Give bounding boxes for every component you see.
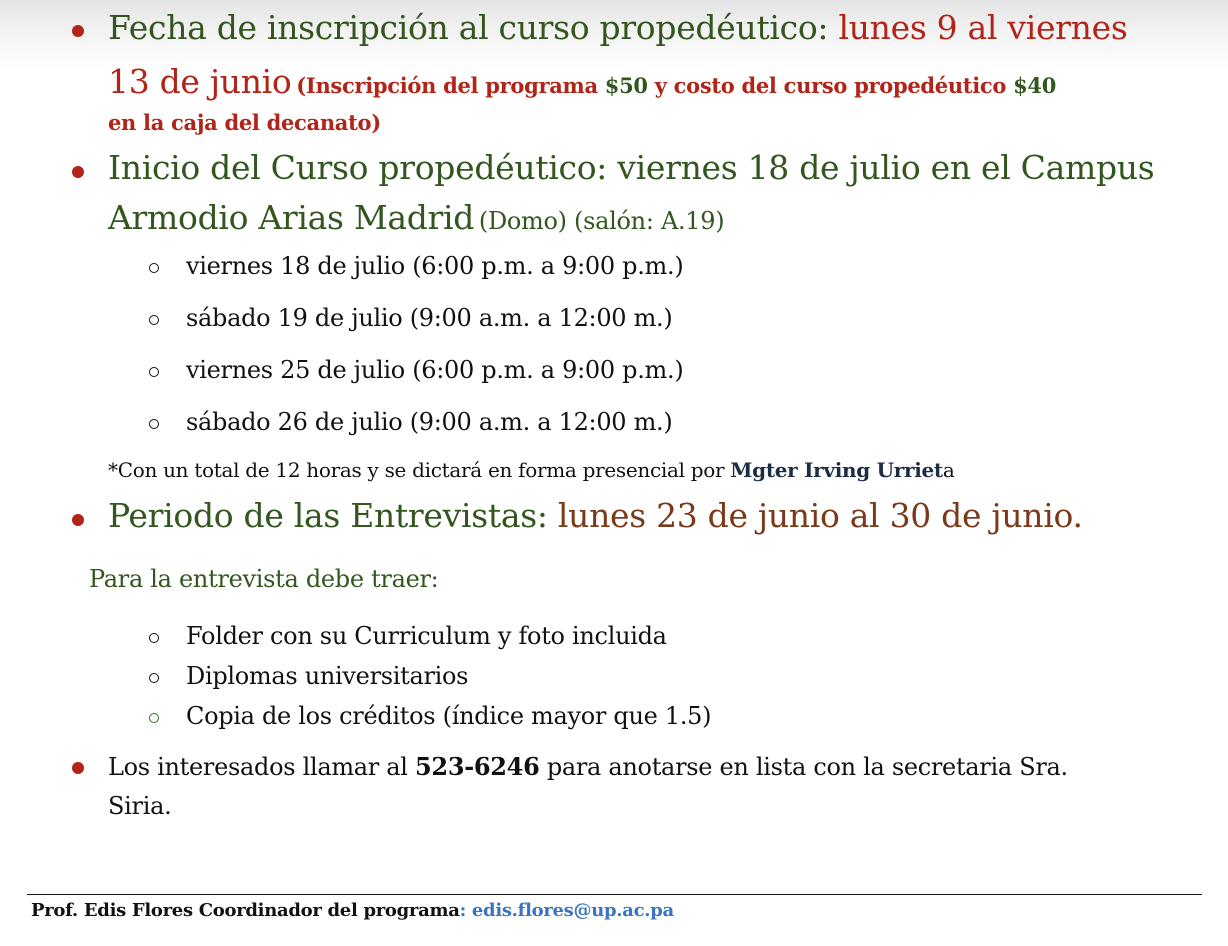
instructor-name: Mgter Irving Urriet <box>730 458 943 482</box>
fee-program-amount: $50 <box>604 73 648 98</box>
session-item: sábado 26 de julio (9:00 a.m. a 12:00 m.) <box>186 408 673 436</box>
interviews-label: Periodo de las Entrevistas: <box>108 496 548 535</box>
circle-bullet-icon <box>149 367 159 377</box>
footer-divider <box>27 894 1202 895</box>
circle-bullet-icon <box>149 419 159 429</box>
circle-bullet-icon <box>149 315 159 325</box>
fee-text-3: en la caja del decanato) <box>108 110 381 135</box>
note-text: *Con un total de 12 horas y se dictará en forma presencial por <box>108 458 731 482</box>
bring-item: Folder con su Curriculum y foto incluida <box>186 622 667 650</box>
bring-label: Para la entrevista debe traer: <box>89 565 439 593</box>
session-item: sábado 19 de julio (9:00 a.m. a 12:00 m.) <box>186 304 673 332</box>
contact-text-before: Los interesados llamar al <box>108 753 416 781</box>
phone-number: 523-6246 <box>415 752 540 781</box>
circle-bullet-icon <box>149 713 159 723</box>
registration-label: Fecha de inscripción al curso propedéutico: <box>108 8 829 47</box>
contact-line-2: Siria. <box>108 792 172 820</box>
circle-bullet-icon <box>149 673 159 683</box>
interviews-dates: lunes 23 de junio al 30 de junio. <box>557 496 1083 535</box>
fee-text-2: y costo del curso propedéutico <box>647 73 1014 98</box>
fee-text-1: (Inscripción del programa <box>296 73 605 98</box>
registration-line-1 <box>108 8 1127 47</box>
course-note <box>108 458 954 482</box>
bullet-dot-icon <box>72 762 84 774</box>
registration-dates-start: lunes 9 al viernes <box>838 8 1128 47</box>
bring-item: Copia de los créditos (índice mayor que 1.5) <box>186 702 712 730</box>
registration-dates-end: 13 de junio <box>108 62 292 101</box>
session-item: viernes 18 de julio (6:00 p.m. a 9:00 p.m.) <box>186 252 684 280</box>
coordinator-label: Prof. Edis Flores Coordinador del programa <box>31 900 460 921</box>
footer <box>31 900 674 921</box>
campus-name: Armodio Arias Madrid <box>108 198 475 237</box>
interviews-line <box>108 496 1083 535</box>
circle-bullet-icon <box>149 633 159 643</box>
bullet-dot-icon <box>72 166 84 178</box>
bullet-dot-icon <box>72 514 84 526</box>
registration-line-2 <box>108 62 1056 101</box>
contact-text-after: para anotarse en lista con la secretaria Sra. <box>539 753 1068 781</box>
fee-course-amount: $40 <box>1013 73 1057 98</box>
course-start-line-1: Inicio del Curso propedéutico: viernes 18 de julio en el Campus <box>108 148 1155 187</box>
campus-room: (Domo) (salón: A.19) <box>478 207 725 235</box>
note-tail: a <box>942 458 955 482</box>
bullet-dot-icon <box>72 25 84 37</box>
footer-colon: : <box>459 900 472 921</box>
session-item: viernes 25 de julio (6:00 p.m. a 9:00 p.m.) <box>186 356 684 384</box>
circle-bullet-icon <box>149 263 159 273</box>
contact-line-1 <box>108 752 1068 781</box>
course-start-line-2 <box>108 198 724 237</box>
coordinator-email-link[interactable]: edis.flores@up.ac.pa <box>471 900 674 921</box>
bring-item: Diplomas universitarios <box>186 662 469 690</box>
